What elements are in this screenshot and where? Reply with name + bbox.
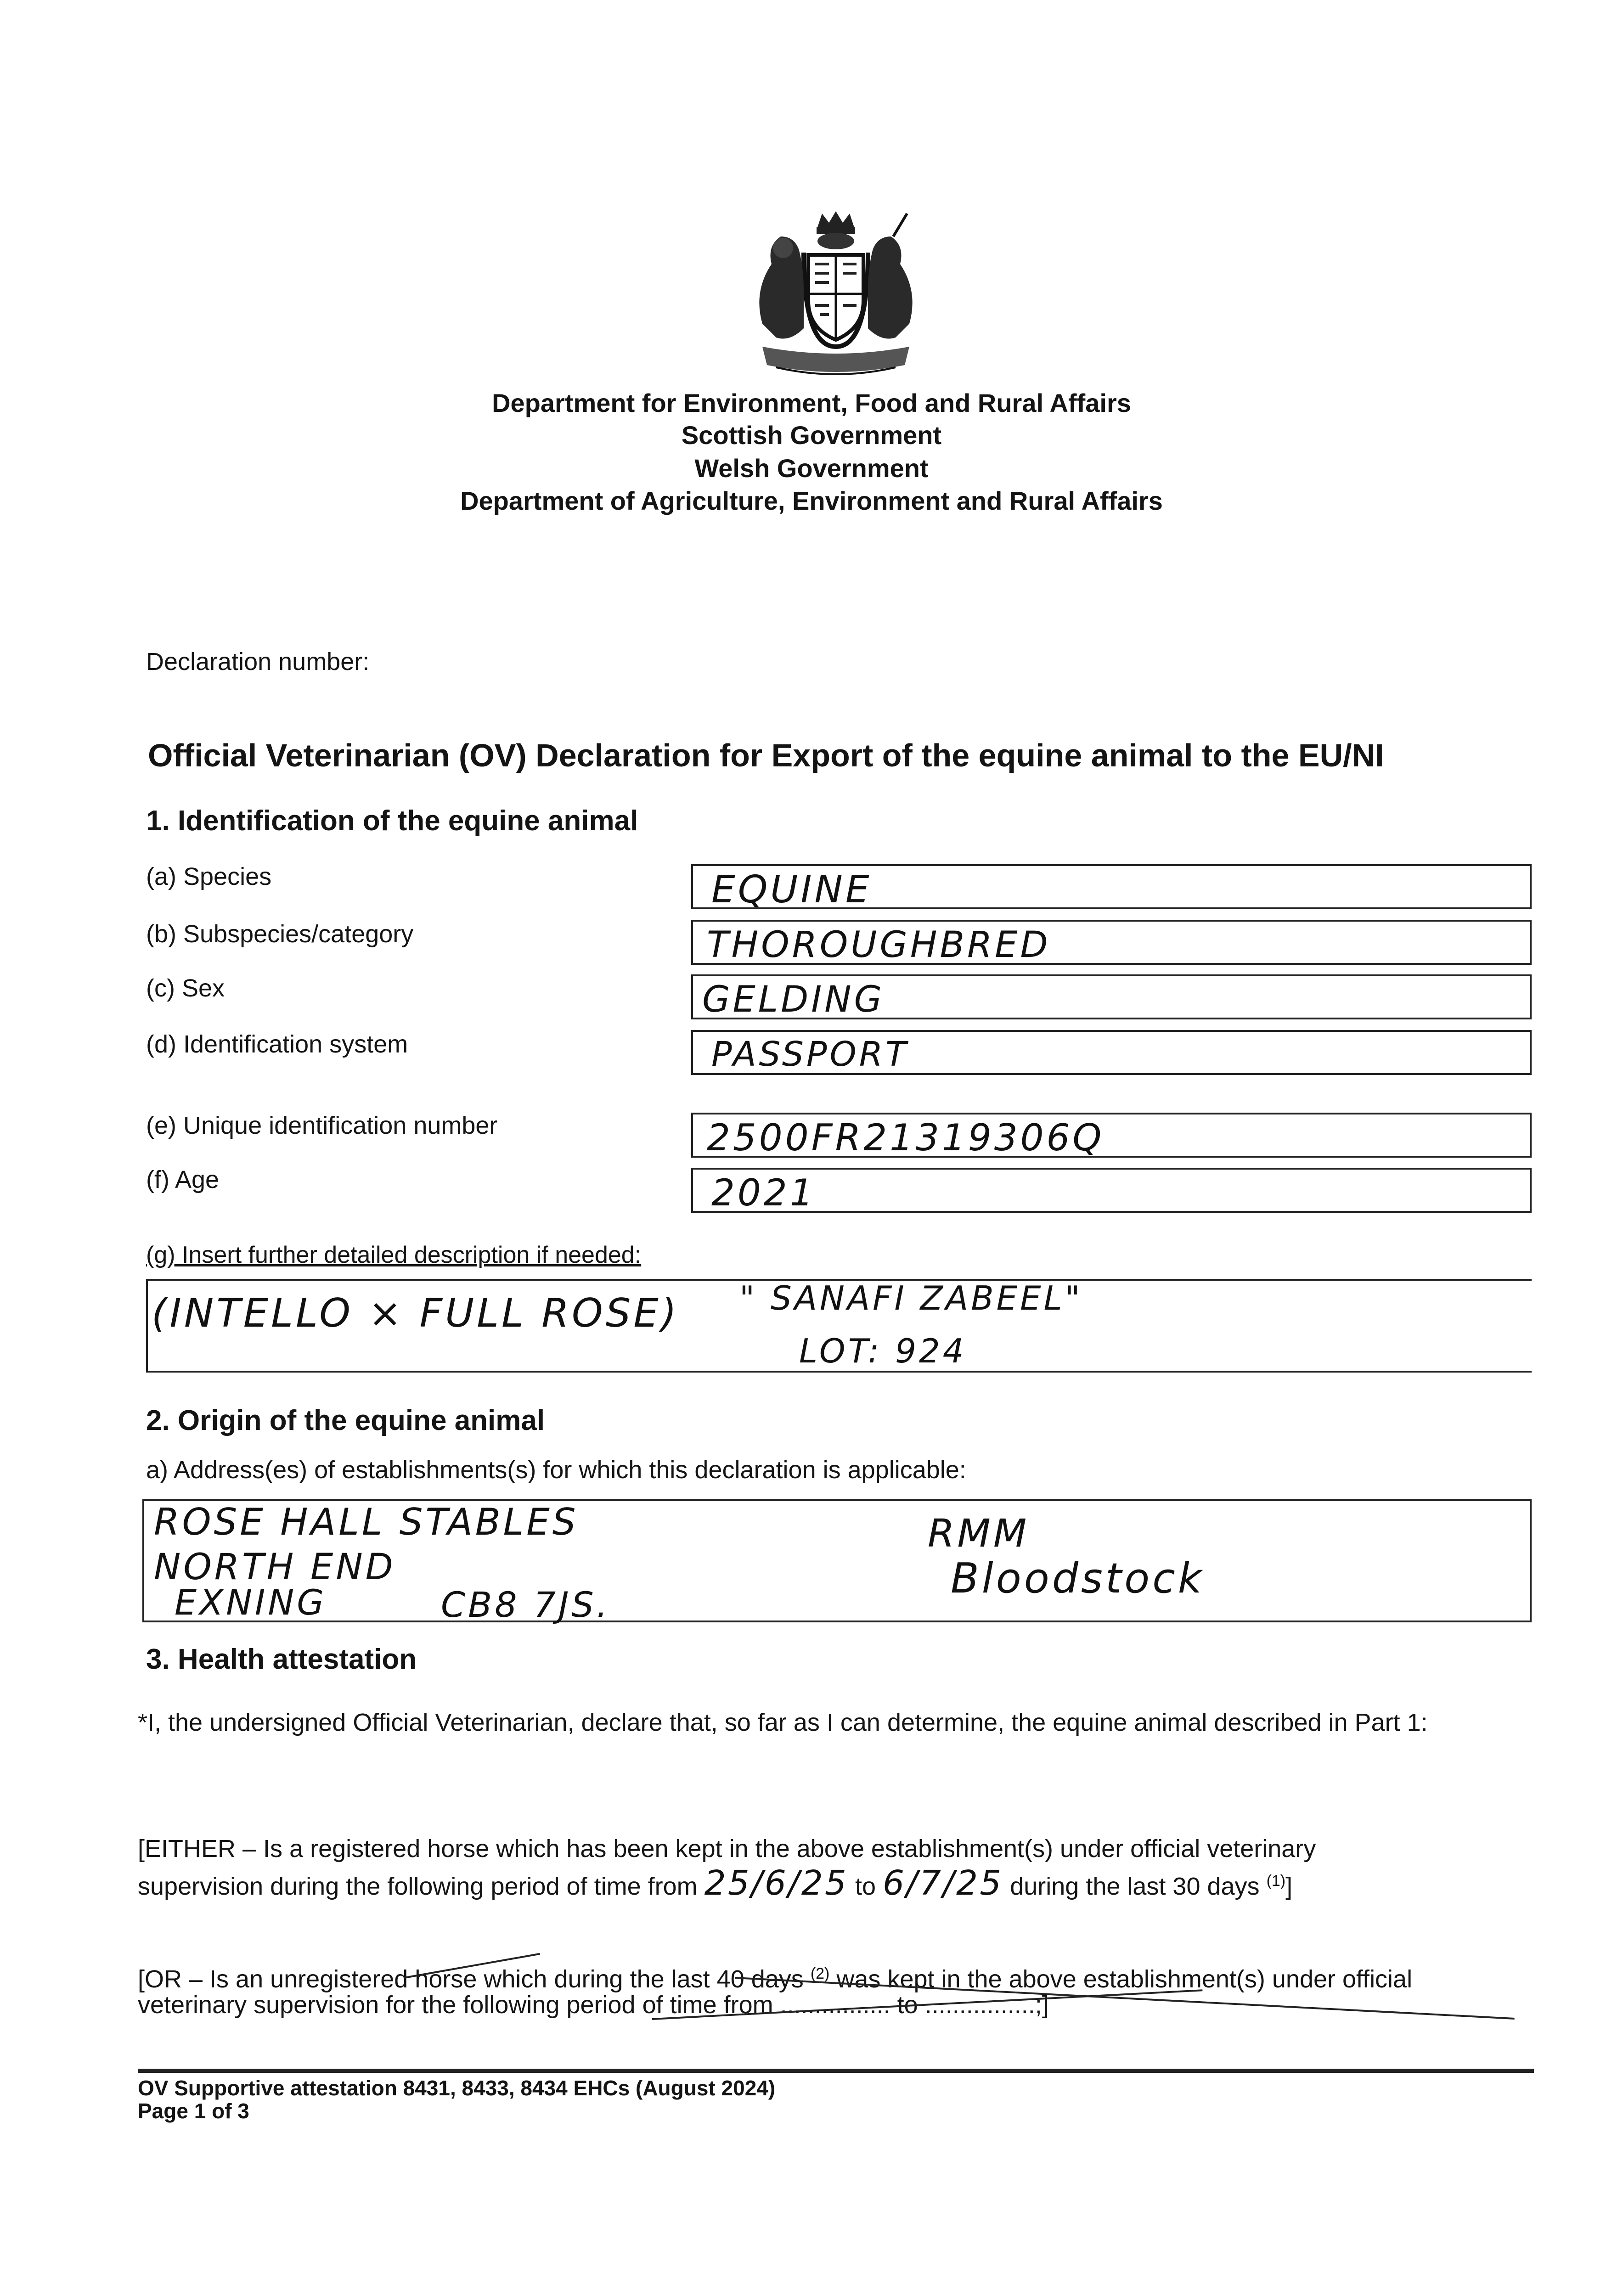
or-suffix: was kept in the above establishment(s) under official: [836, 1965, 1413, 1993]
stamp-line-2: Bloodstock: [951, 1554, 1205, 1603]
subspecies-field: THOROUGHBRED: [691, 920, 1532, 965]
either-close: ]: [1285, 1873, 1293, 1900]
description-lot: LOT: 924: [799, 1332, 967, 1370]
description-horse-name: " SANAFI ZABEEL": [739, 1279, 1083, 1317]
footer-rule: [138, 2069, 1534, 2073]
age-label: (f) Age: [146, 1166, 220, 1193]
identification-system-label: (d) Identification system: [146, 1030, 408, 1058]
department-welsh-government: Welsh Government: [694, 454, 929, 483]
species-label: (a) Species: [146, 863, 272, 890]
address-line-1: ROSE HALL STABLES: [154, 1501, 579, 1543]
address-postcode: CB8 7JS.: [441, 1584, 610, 1625]
or-footnote: (2): [810, 1965, 830, 1982]
from-date: 25/6/25: [704, 1863, 848, 1903]
declaration-number-label: Declaration number:: [146, 648, 370, 675]
or-line-2: veterinary supervision for the following period of time from ................ to ................;]: [138, 1991, 1049, 2019]
description-label: (g) Insert further detailed description if needed:: [146, 1242, 642, 1268]
either-prefix: supervision during the following period of time from: [138, 1873, 698, 1900]
description-box-left: [146, 1279, 148, 1371]
address-label: a) Address(es) of establishments(s) for which this declaration is applicable:: [146, 1456, 966, 1484]
unique-id-label: (e) Unique identification number: [146, 1112, 498, 1139]
age-field: 2021: [691, 1168, 1532, 1213]
address-line-3: EXNING: [175, 1582, 327, 1623]
page-number: Page 1 of 3: [138, 2099, 249, 2123]
either-line-2: [138, 1864, 1292, 1903]
stamp-line-1: RMM: [928, 1511, 1030, 1556]
footer-attestation: OV Supportive attestation 8431, 8433, 8434 EHCs (August 2024): [138, 2076, 776, 2100]
department-scottish-government: Scottish Government: [681, 421, 942, 450]
section1-heading: 1. Identification of the equine animal: [146, 805, 638, 837]
species-field: EQUINE: [691, 864, 1532, 909]
sex-field: GELDING: [691, 974, 1532, 1019]
or-prefix: [OR – Is an unregistered horse which during the last 40 days: [138, 1965, 804, 1993]
section3-heading: 3. Health attestation: [146, 1643, 417, 1675]
page-title: Official Veterinarian (OV) Declaration for Export of the equine animal to the EU/NI: [148, 737, 1384, 773]
either-line-1: [EITHER – Is a registered horse which has been kept in the above establishment(s) under official veterinary: [138, 1835, 1316, 1863]
description-box-bottom: [146, 1371, 1532, 1373]
department-daera: Department of Agriculture, Environment and Rural Affairs: [460, 486, 1163, 515]
to-word: to: [855, 1873, 876, 1900]
subspecies-label: (b) Subspecies/category: [146, 920, 414, 948]
department-defra: Department for Environment, Food and Rural Affairs: [492, 388, 1131, 417]
unique-id-field: 2500FR21319306Q: [691, 1113, 1532, 1158]
address-line-2: NORTH END: [154, 1547, 396, 1588]
identification-system-field: PASSPORT: [691, 1030, 1532, 1075]
attestation-intro: *I, the undersigned Official Veterinarian, declare that, so far as I can determine, the equine animal described in Part 1:: [138, 1709, 1428, 1736]
section2-heading: 2. Origin of the equine animal: [146, 1405, 545, 1436]
either-suffix: during the last 30 days: [1010, 1873, 1260, 1900]
either-footnote: (1): [1266, 1872, 1286, 1890]
sex-label: (c) Sex: [146, 974, 225, 1002]
royal-coat-of-arms-icon: [735, 209, 937, 383]
to-date: 6/7/25: [883, 1863, 1003, 1903]
description-pedigree: (INTELLO × FULL ROSE): [152, 1290, 680, 1336]
